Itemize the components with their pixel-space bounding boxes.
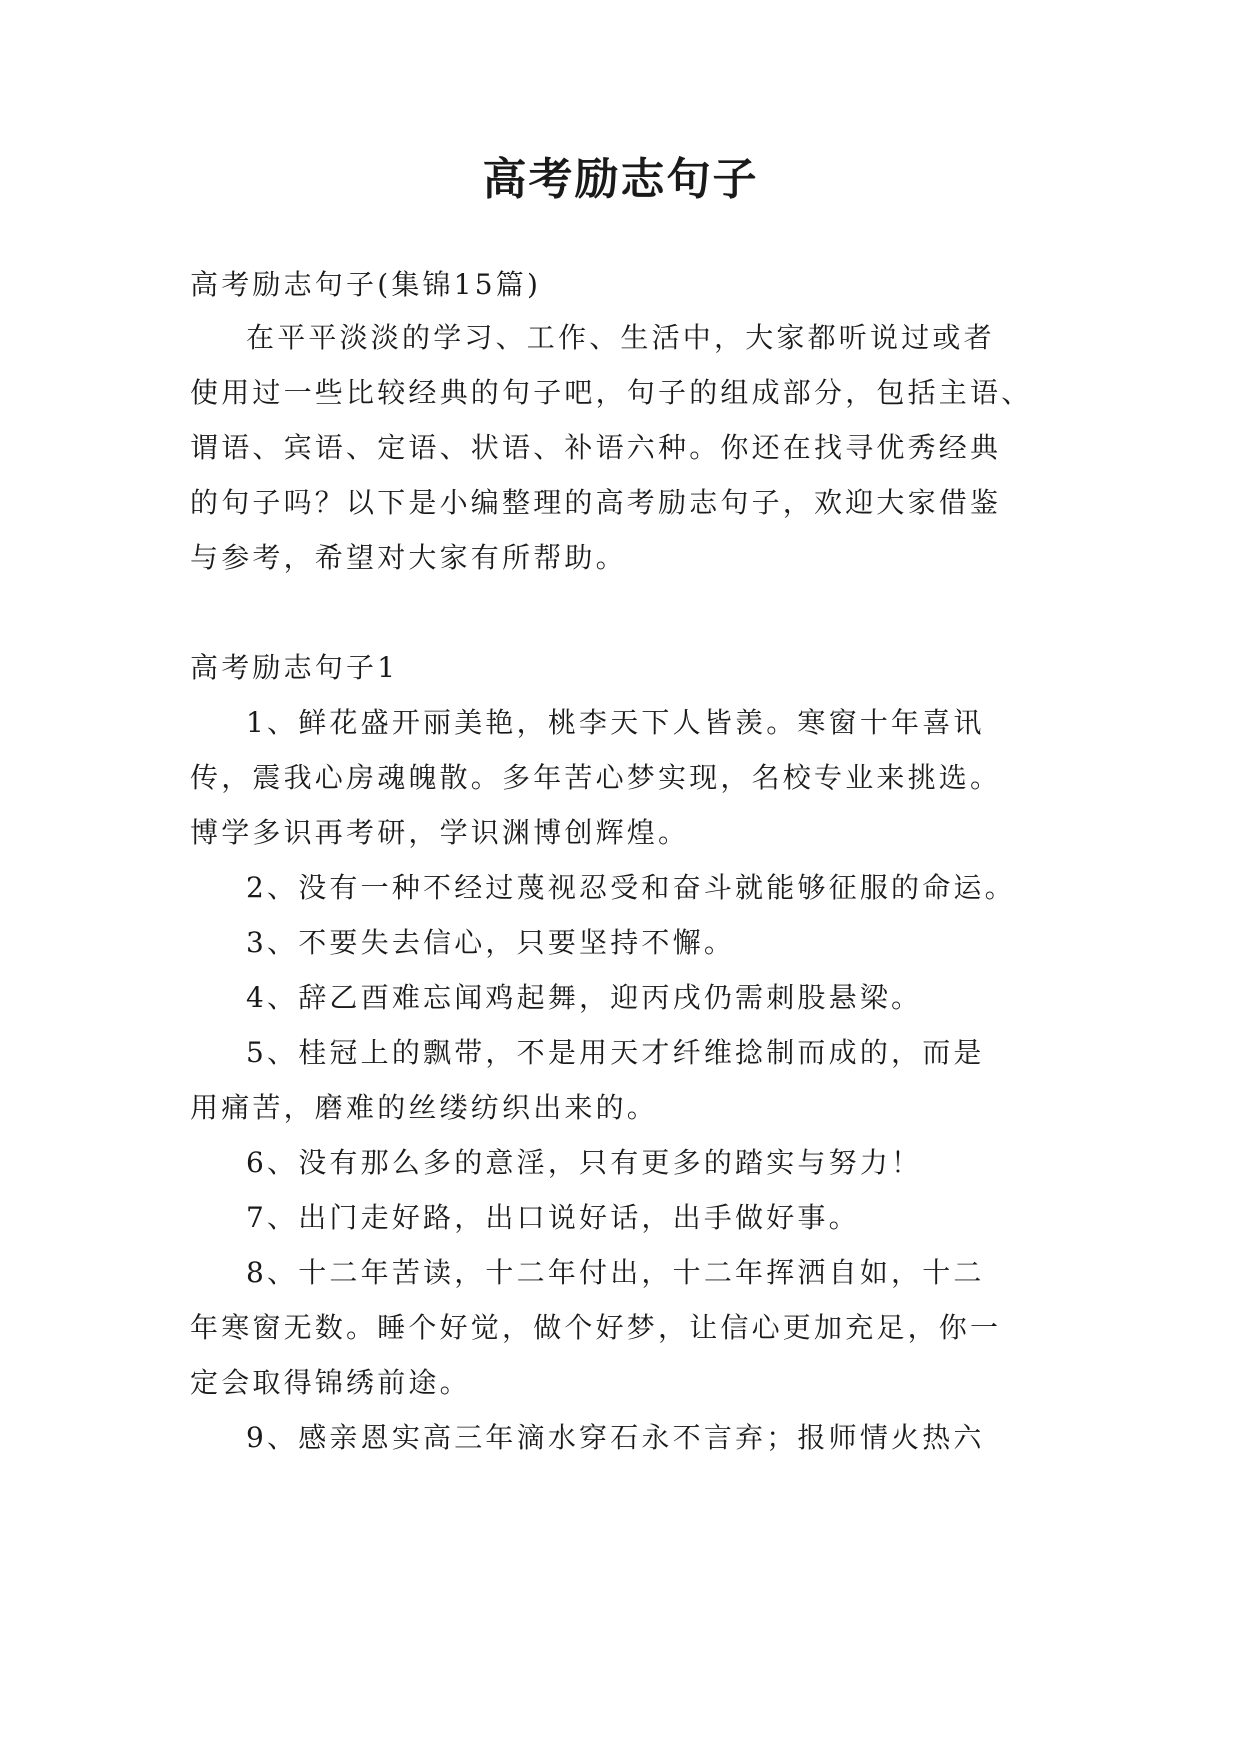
intro-line: 与参考，希望对大家有所帮助。 (190, 541, 627, 574)
item-line: 2、没有一种不经过蔑视忍受和奋斗就能够征服的命运。 (246, 871, 1016, 904)
item-line: 用痛苦，磨难的丝缕纺织出来的。 (190, 1091, 659, 1124)
item-line: 博学多识再考研，学识渊博创辉煌。 (190, 816, 690, 849)
subtitle: 高考励志句子(集锦15篇) (190, 268, 542, 301)
item-line: 定会取得锦绣前途。 (190, 1366, 471, 1399)
intro-line: 在平平淡淡的学习、工作、生活中，大家都听说过或者 (246, 321, 995, 354)
item-line: 4、辞乙酉难忘闻鸡起舞，迎丙戌仍需刺股悬梁。 (246, 981, 923, 1014)
item-line: 9、感亲恩实高三年滴水穿石永不言弃；报师情火热六 (246, 1421, 985, 1454)
item-line: 1、鲜花盛开丽美艳，桃李天下人皆羡。寒窗十年喜讯 (246, 706, 985, 739)
intro-line: 谓语、宾语、定语、状语、补语六种。你还在找寻优秀经典 (190, 431, 1002, 464)
intro-line: 使用过一些比较经典的句子吧，句子的组成部分，包括主语、 (190, 376, 1033, 409)
item-line: 传，震我心房魂魄散。多年苦心梦实现，名校专业来挑选。 (190, 761, 1002, 794)
document-title: 高考励志句子 (482, 154, 759, 205)
item-line: 5、桂冠上的飘带，不是用天才纤维捻制而成的，而是 (246, 1036, 985, 1069)
item-line: 8、十二年苦读，十二年付出，十二年挥洒自如，十二 (246, 1256, 985, 1289)
item-line: 6、没有那么多的意淫，只有更多的踏实与努力！ (246, 1146, 923, 1179)
item-line: 3、不要失去信心，只要坚持不懈。 (246, 926, 736, 959)
section-heading: 高考励志句子1 (190, 651, 399, 684)
intro-line: 的句子吗？以下是小编整理的高考励志句子，欢迎大家借鉴 (190, 486, 1002, 519)
item-line: 年寒窗无数。睡个好觉，做个好梦，让信心更加充足，你一 (190, 1311, 1002, 1344)
item-line: 7、出门走好路，出口说好话，出手做好事。 (246, 1201, 860, 1234)
